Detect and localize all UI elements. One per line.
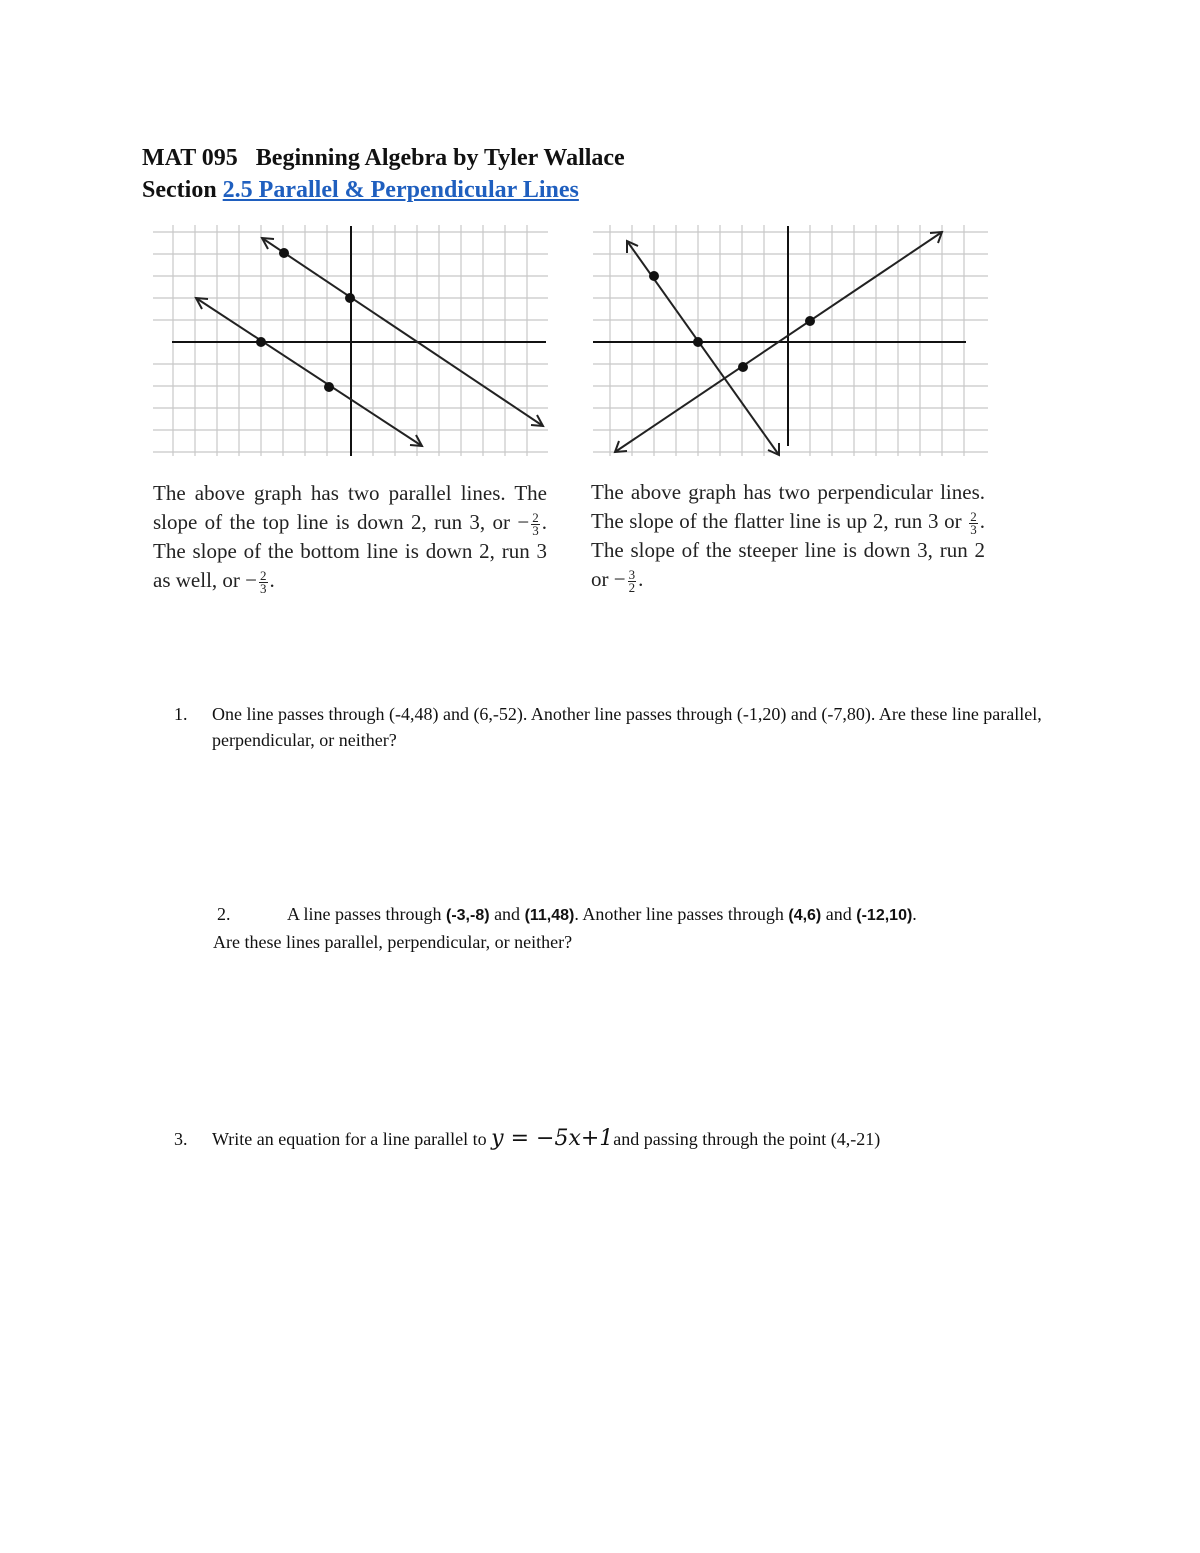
top-line xyxy=(262,238,543,426)
problem-text: One line passes through (-4,48) and (6,-52). Another line passes through (-1,20) and (-7,80). Are these line parallel, perpendicular, or neither? xyxy=(212,704,1042,750)
equation: y = −5x+1 xyxy=(491,1126,614,1151)
perpendicular-lines-graph xyxy=(590,222,990,458)
denominator: 3 xyxy=(532,522,539,538)
numerator: 2 xyxy=(970,508,977,524)
caption-text: . The slope of the steeper line is down 3, run 2 or xyxy=(591,509,985,591)
minus-sign: − xyxy=(517,510,530,534)
point xyxy=(693,337,703,347)
point-coordinate: (-12,10) xyxy=(856,907,913,924)
caption-text: The above graph has two perpendicular lines. The slope of the flatter line is up 2, run 3 or xyxy=(591,480,985,533)
denominator: 3 xyxy=(260,580,267,596)
problem-text: A line passes through xyxy=(287,904,446,924)
numerator: 2 xyxy=(260,567,267,583)
point xyxy=(345,293,355,303)
problem-3 xyxy=(174,1126,1054,1152)
grid-lines xyxy=(593,225,988,456)
problem-text: and passing through the point (4,-21) xyxy=(613,1129,881,1149)
denominator: 2 xyxy=(628,579,636,595)
parallel-lines-svg xyxy=(150,222,550,458)
fraction xyxy=(969,508,978,537)
point-coordinate: (11,48) xyxy=(524,907,575,924)
perpendicular-lines-svg xyxy=(590,222,990,458)
problem-text: Are these lines parallel, perpendicular, or neither? xyxy=(213,932,573,952)
caption-text: . xyxy=(638,567,644,591)
point xyxy=(805,316,815,326)
point xyxy=(649,271,659,281)
course-title: MAT 095 Beginning Algebra by Tyler Wallace xyxy=(142,145,625,171)
point-coordinate: (4,6) xyxy=(788,907,822,924)
point xyxy=(738,362,748,372)
problem-number: 3. xyxy=(174,1129,188,1149)
fraction xyxy=(628,566,637,595)
fraction xyxy=(531,509,540,538)
parallel-caption xyxy=(153,479,547,595)
perpendicular-caption xyxy=(591,478,985,594)
caption-text: . The slope of the bottom line is down 2, run 3 as well, or xyxy=(153,510,547,592)
numerator: 3 xyxy=(628,566,636,582)
section-heading xyxy=(142,174,625,206)
problem-text: and xyxy=(489,904,525,924)
point xyxy=(279,248,289,258)
caption-text: . xyxy=(269,568,275,592)
numerator: 2 xyxy=(532,509,539,525)
problem-text: . xyxy=(912,904,917,924)
problem-text: . Another line passes through xyxy=(574,904,789,924)
problem-number: 2. xyxy=(217,904,231,924)
minus-sign: − xyxy=(613,567,626,591)
problem-text: Write an equation for a line parallel to xyxy=(212,1129,492,1149)
document-title xyxy=(142,142,625,206)
problem-1 xyxy=(174,701,1054,753)
denominator: 3 xyxy=(970,521,977,537)
problem-2 xyxy=(213,901,1073,955)
section-label: Section xyxy=(142,177,217,203)
problem-number: 1. xyxy=(174,704,188,724)
caption-text: The above graph has two parallel lines. The slope of the top line is down 2, run 3, or xyxy=(153,481,547,534)
parallel-lines-graph xyxy=(150,222,550,458)
point xyxy=(324,382,334,392)
section-link[interactable]: 2.5 Parallel & Perpendicular Lines xyxy=(222,177,579,203)
point xyxy=(256,337,266,347)
point-coordinate: (-3,-8) xyxy=(446,907,490,924)
steeper-line xyxy=(627,241,779,455)
minus-sign: − xyxy=(245,568,257,592)
problem-text: and xyxy=(821,904,857,924)
fraction xyxy=(259,567,268,596)
